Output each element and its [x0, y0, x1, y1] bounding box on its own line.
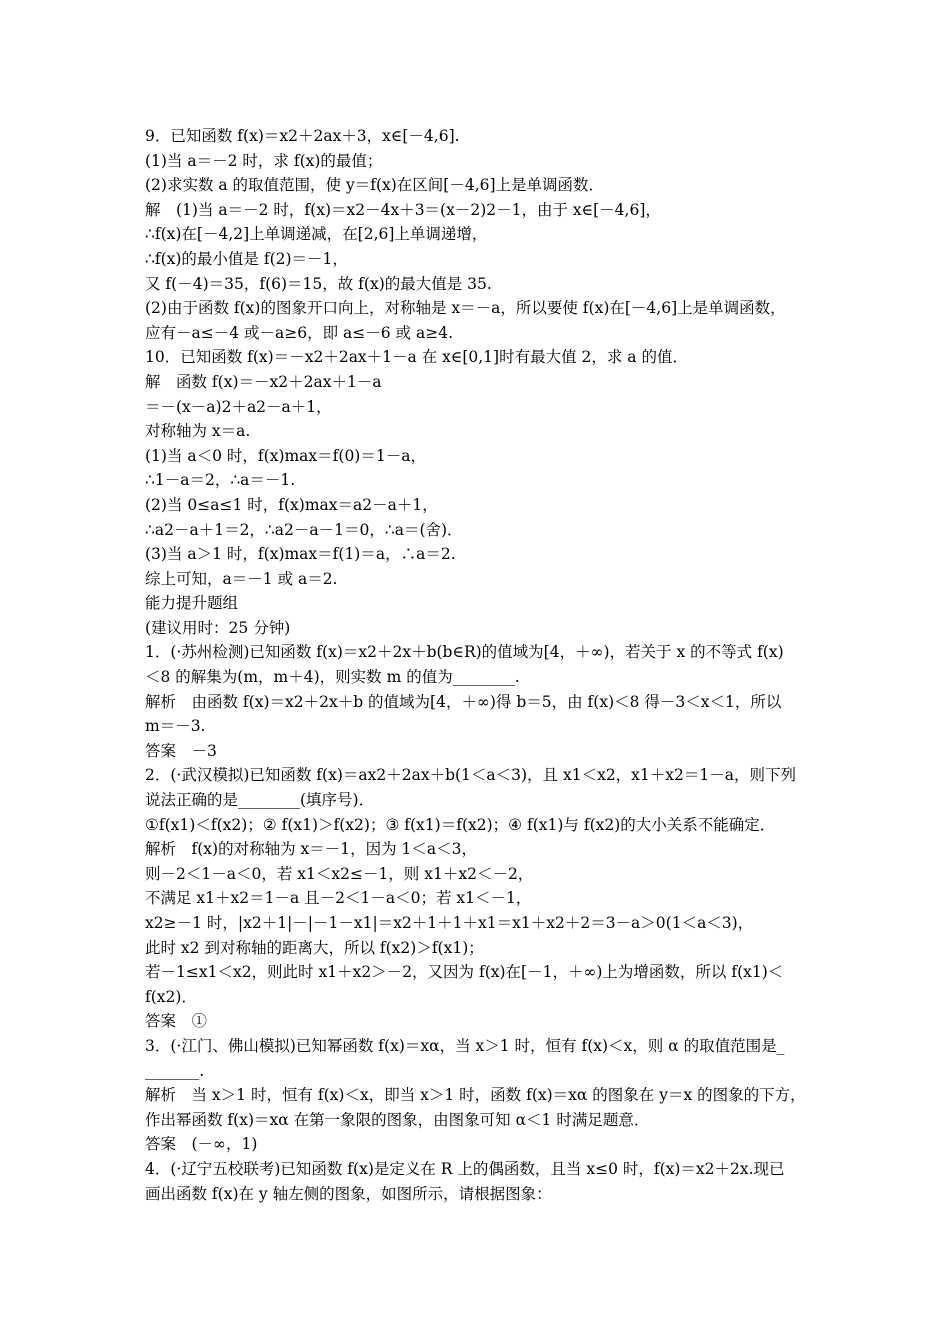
- text-line: 说法正确的是________(填序号)．: [145, 791, 375, 810]
- text-line: ∴a2－a＋1＝2，∴a2－a－1＝0，∴a＝(舍)．: [145, 520, 463, 539]
- text-line: 答案 －3: [145, 741, 217, 760]
- text-line: ∴f(x)在[－4,2]上单调递减，在[2,6]上单调递增，: [145, 225, 488, 244]
- text-line: (建议用时：25 分钟): [145, 618, 291, 637]
- text-line: 1．(·苏州检测)已知函数 f(x)＝x2＋2x＋b(b∈R)的值域为[4，＋∞)，若关于 x 的不等式 f(x): [145, 643, 784, 662]
- document-body: [145, 124, 815, 1231]
- text-line: 又 f(－4)＝35，f(6)＝15，故 f(x)的最大值是 35.: [145, 274, 492, 293]
- text-line: 答案 ①: [145, 1012, 208, 1031]
- text-line: 此时 x2 到对称轴的距离大，所以 f(x2)＞f(x1)；: [145, 938, 484, 957]
- text-line: 不满足 x1＋x2＝1－a 且－2＜1－a＜0；若 x1＜－1，: [145, 889, 532, 908]
- text-line: ∴f(x)的最小值是 f(2)＝－1，: [145, 249, 348, 268]
- text-line: 应有－a≤－4 或－a≥6，即 a≤－6 或 a≥4.: [145, 323, 453, 342]
- text-line: 对称轴为 x＝a.: [145, 422, 251, 441]
- text-line: ∴1－a＝2，∴a＝－1.: [145, 471, 296, 490]
- text-line: 9．已知函数 f(x)＝x2＋2ax＋3，x∈[－4,6].: [145, 127, 460, 145]
- text-line: 3．(·江门、佛山模拟)已知幂函数 f(x)＝xα，当 x＞1 时，恒有 f(x)＜x，则 α 的取值范围是_: [145, 1036, 785, 1055]
- text-line: 解析 f(x)的对称轴为 x＝－1，因为 1＜a＜3，: [145, 840, 477, 859]
- text-line: ①f(x1)＜f(x2)；② f(x1)＞f(x2)；③ f(x1)＝f(x2)；④ f(x1)与 f(x2)的大小关系不能确定．: [145, 815, 776, 834]
- text-line: (1)当 a＝－2 时，求 f(x)的最值；: [145, 151, 383, 170]
- text-line: 10．已知函数 f(x)＝－x2＋2ax＋1－a 在 x∈[0,1]时有最大值 2，求 a 的值．: [145, 348, 688, 367]
- text-line: 解 (1)当 a＝－2 时，f(x)＝x2－4x＋3＝(x－2)2－1，由于 x∈[－4,6]，: [145, 200, 661, 219]
- text-line: (1)当 a＜0 时，f(x)max＝f(0)＝1－a，: [145, 446, 426, 465]
- text-line: 4．(·辽宁五校联考)已知函数 f(x)是定义在 R 上的偶函数，且当 x≤0 时，f(x)＝x2＋2x.现已: [145, 1159, 785, 1178]
- text-line: 答案 (－∞，1): [145, 1135, 258, 1154]
- text-line: x2≥－1 时，|x2＋1|－|－1－x1|＝x2＋1＋1＋x1＝x1＋x2＋2＝3－a＞0(1＜a＜3)，: [145, 914, 754, 932]
- text-line: 解 函数 f(x)＝－x2＋2ax＋1－a: [145, 372, 382, 391]
- text-line: 解析 由函数 f(x)＝x2＋2x＋b 的值域为[4，＋∞)得 b＝5，由 f(x)＜8 得－3＜x＜1，所以: [145, 692, 782, 711]
- text-line: 则－2＜1－a＜0，若 x1＜x2≤－1，则 x1＋x2＜－2，: [145, 864, 534, 883]
- text-line: 解析 当 x＞1 时，恒有 f(x)＜x，即当 x＞1 时，函数 f(x)＝xα 的图象在 y＝x 的图象的下方，: [145, 1086, 806, 1105]
- text-line: (3)当 a＞1 时，f(x)max＝f(1)＝a，∴a＝2.: [145, 545, 456, 564]
- section-heading: 能力提升题组: [145, 594, 239, 613]
- text-line: ＝－(x－a)2＋a2－a＋1，: [145, 397, 332, 416]
- text-line: 综上可知，a＝－1 或 a＝2.: [145, 569, 338, 588]
- text-line: f(x2)．: [145, 987, 197, 1006]
- text-line: (2)由于函数 f(x)的图象开口向上，对称轴是 x＝－a，所以要使 f(x)在[－4,6]上是单调函数，: [145, 299, 786, 318]
- text-line: m＝－3.: [145, 717, 206, 736]
- text-line: [145, 1206, 815, 1231]
- text-line: 若－1≤x1＜x2，则此时 x1＋x2＞－2，又因为 f(x)在[－1，＋∞)上为增函数，所以 f(x1)＜: [145, 963, 784, 982]
- text-line: 作出幂函数 f(x)＝xα 在第一象限的图象，由图象可知 α＜1 时满足题意．: [145, 1110, 650, 1129]
- text-line: (2)当 0≤a≤1 时，f(x)max＝a2－a＋1，: [145, 495, 438, 514]
- text-line: 画出函数 f(x)在 y 轴左侧的图象，如图所示，请根据图象：: [145, 1184, 552, 1203]
- text-line: _______.: [145, 1061, 205, 1080]
- text-line: 2．(·武汉模拟)已知函数 f(x)＝ax2＋2ax＋b(1＜a＜3)，且 x1＜x2，x1＋x2＝1－a，则下列: [145, 766, 796, 785]
- text-line: (2)求实数 a 的取值范围，使 y＝f(x)在区间[－4,6]上是单调函数．: [145, 176, 605, 195]
- text-line: ＜8 的解集为(m，m＋4)，则实数 m 的值为________.: [145, 668, 520, 687]
